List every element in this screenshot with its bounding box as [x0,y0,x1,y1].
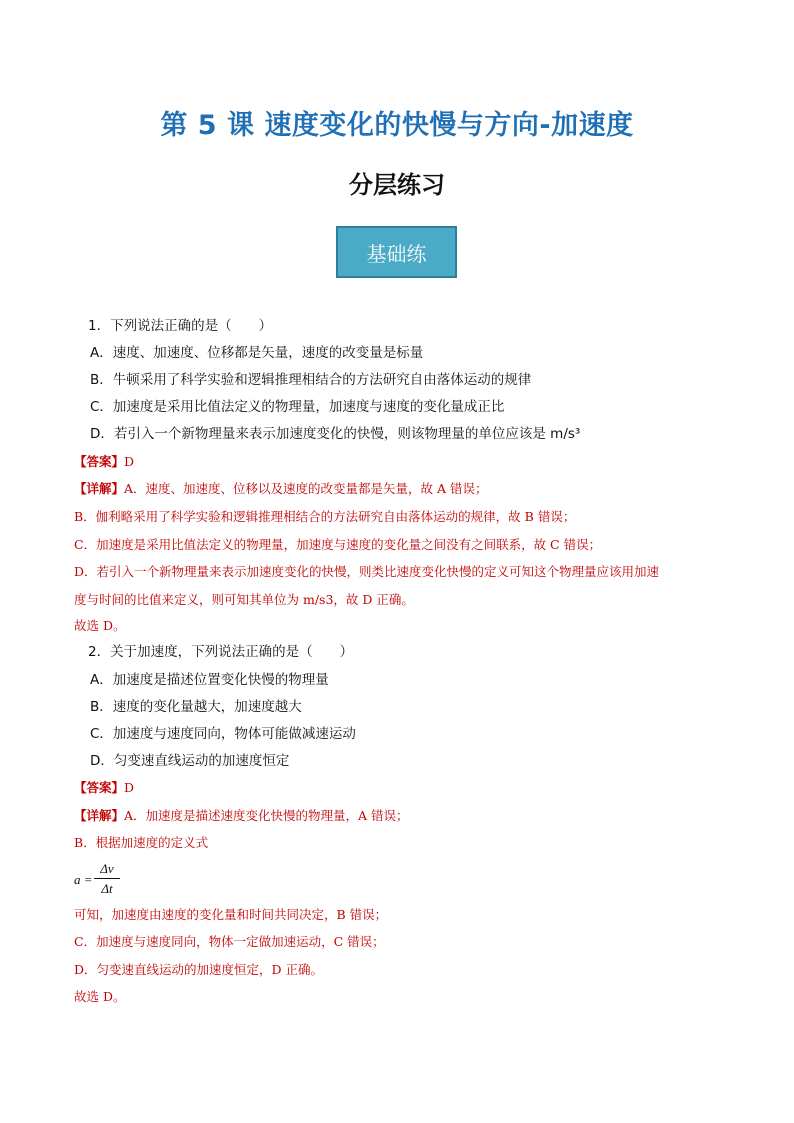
q1-detail-line-4: D．若引入一个新物理量来表示加速度变化的快慢，则类比速度变化快慢的定义可知这个物理量应该用加速 [74,564,660,579]
q1-detail-line-3: C．加速度是采用比值法定义的物理量，加速度与速度的变化量之间没有之间联系，故 C 错误； [74,537,602,552]
section-label: 基础练 [366,241,427,266]
q1-answer-tag: 【答案】 [74,454,125,469]
acceleration-formula [74,860,134,900]
q2-answer [74,779,134,797]
q2-detail-line-4: C．加速度与速度同向，物体一定做加速运动，C 错误； [74,934,385,949]
q2-option-b: B．速度的变化量越大，加速度越大 [90,699,302,715]
q1-detail-text-1: A．速度、加速度、位移以及速度的改变量都是矢量，故 A 错误； [124,481,488,496]
formula-denominator: Δt [101,881,113,896]
q1-option-b: B．牛顿采用了科学实验和逻辑推理相结合的方法研究自由落体运动的规律 [90,372,532,388]
fraction-bar [94,878,120,879]
section-label-box [336,226,457,278]
q2-detail-line-3: 可知，加速度由速度的变化量和时间共同决定，B 错误； [74,907,388,922]
q1-detail-line-6: 故选 D。 [74,618,126,633]
q1-answer [74,453,134,471]
q2-answer-tag: 【答案】 [74,780,125,795]
q1-detail-line-1 [74,480,488,498]
q1-option-d: D．若引入一个新物理量来表示加速度变化的快慢，则该物理量的单位应该是 m/s³ [90,426,581,442]
q1-answer-value: D [124,454,135,469]
q2-stem: 2．关于加速度，下列说法正确的是（ ） [88,644,354,660]
q2-option-c: C．加速度与速度同向，物体可能做减速运动 [90,726,356,742]
q1-option-a: A．速度、加速度、位移都是矢量，速度的改变量是标量 [90,345,424,361]
page-title: 第 5 课 速度变化的快慢与方向-加速度 [160,110,634,141]
q1-detail-tag: 【详解】 [74,481,125,496]
formula-lhs: a = [74,872,93,887]
q2-detail-tag: 【详解】 [74,808,125,823]
q2-detail-line-2: B．根据加速度的定义式 [74,835,209,850]
q2-option-d: D．匀变速直线运动的加速度恒定 [90,753,290,769]
page-subtitle: 分层练习 [349,171,445,199]
q1-detail-line-2: B．伽利略采用了科学实验和逻辑推理相结合的方法研究自由落体运动的规律，故 B 错误； [74,509,576,524]
q2-detail-line-5: D．匀变速直线运动的加速度恒定，D 正确。 [74,962,324,977]
formula-numerator: Δv [100,861,114,876]
q1-detail-line-5: 度与时间的比值来定义，则可知其单位为 m/s3，故 D 正确。 [74,592,414,607]
q2-detail-line-1 [74,807,409,825]
q2-detail-line-6: 故选 D。 [74,989,126,1004]
q1-stem: 1．下列说法正确的是（ ） [88,318,273,334]
q2-answer-value: D [124,780,135,795]
formula-fraction [94,860,120,897]
q1-option-c: C．加速度是采用比值法定义的物理量，加速度与速度的变化量成正比 [90,399,505,415]
q2-option-a: A．加速度是描述位置变化快慢的物理量 [90,672,329,688]
q2-detail-text-1: A．加速度是描述速度变化快慢的物理量，A 错误； [124,808,409,823]
